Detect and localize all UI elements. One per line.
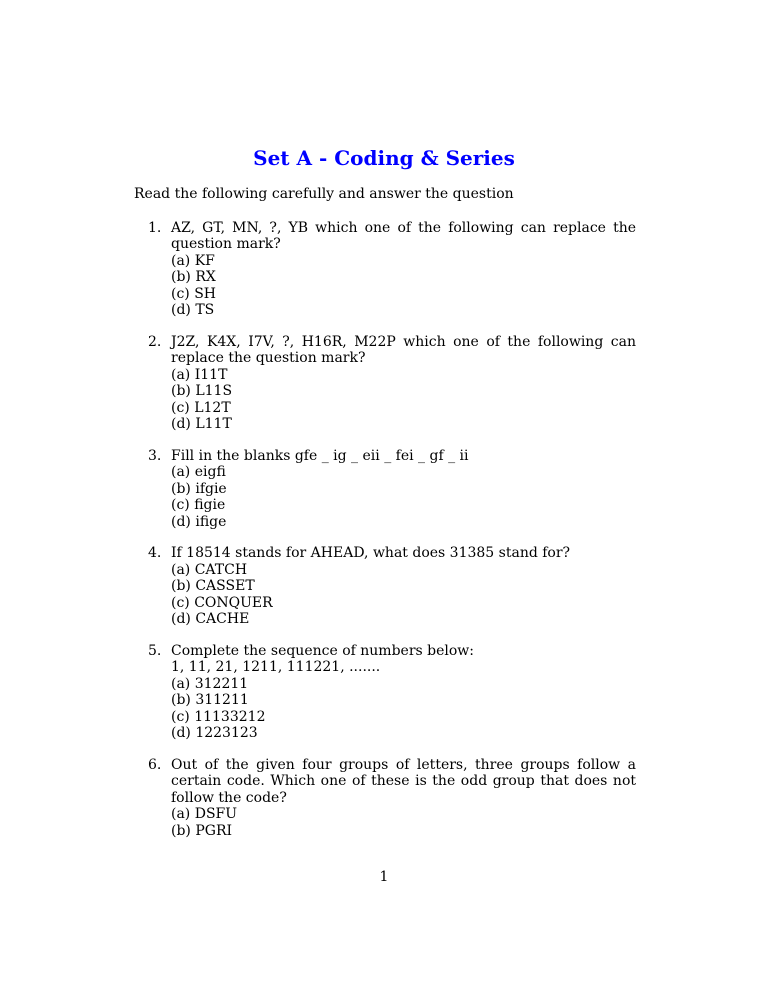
question-item — [134, 334, 636, 432]
question-number: 3. — [148, 447, 162, 464]
question-number: 6. — [148, 756, 162, 773]
page-number: 1 — [379, 869, 389, 885]
sequence-text: 1, 11, 21, 1211, 111221, ....... — [171, 659, 381, 676]
answer-option: (d) 1223123 — [171, 724, 258, 741]
question-item — [134, 757, 636, 839]
question-text: J2Z, K4X, I7V, ?, H16R, M22P which one of the following can replace the question mark? — [171, 333, 636, 367]
answer-option: (d) L11T — [171, 415, 232, 432]
answer-option: (b) PGRI — [171, 822, 233, 839]
question-item — [134, 448, 636, 530]
answer-option: (a) 312211 — [171, 675, 249, 692]
answer-option: (b) ifgie — [171, 480, 227, 497]
answer-option: (c) CONQUER — [171, 594, 273, 611]
answer-option: (c) 11133212 — [171, 708, 266, 725]
answer-option: (c) SH — [171, 285, 217, 302]
answer-option: (b) L11S — [171, 383, 233, 400]
answer-option: (c) figie — [171, 497, 226, 514]
question-item — [134, 545, 636, 627]
question-text: AZ, GT, MN, ?, YB which one of the following can replace the question mark? — [171, 220, 636, 253]
question-text: Complete the sequence of numbers below: — [171, 642, 475, 659]
question-number: 2. — [148, 333, 162, 350]
answer-option: (a) I11T — [171, 366, 228, 383]
answer-option: (a) DSFU — [171, 806, 238, 823]
answer-option: (b) CASSET — [171, 578, 255, 595]
question-text: Out of the given four groups of letters, three groups follow a certain code. Which one of these is the odd group that does not follow the code? — [171, 756, 636, 806]
answer-option: (c) L12T — [171, 399, 231, 416]
answer-option: (a) CATCH — [171, 561, 248, 578]
page-title: Set A - Coding & Series — [253, 146, 515, 170]
question-number: 1. — [148, 220, 162, 236]
answer-option: (d) TS — [171, 302, 215, 319]
answer-option: (d) CACHE — [171, 611, 250, 628]
instructions-text: Read the following carefully and answer the question — [134, 186, 514, 202]
question-text: Fill in the blanks gfe _ ig _ eii _ fei _ gf _ ii — [171, 447, 469, 464]
question-list — [134, 220, 636, 854]
answer-option: (a) eigfi — [171, 464, 226, 481]
question-text: If 18514 stands for AHEAD, what does 31385 stand for? — [171, 545, 571, 562]
question-number: 4. — [148, 545, 162, 562]
answer-option: (b) RX — [171, 269, 216, 286]
answer-option: (d) ifige — [171, 513, 227, 530]
answer-option: (b) 311211 — [171, 692, 249, 709]
question-item — [134, 220, 636, 318]
question-number: 5. — [148, 642, 162, 659]
question-item — [134, 643, 636, 741]
answer-option: (a) KF — [171, 252, 215, 269]
